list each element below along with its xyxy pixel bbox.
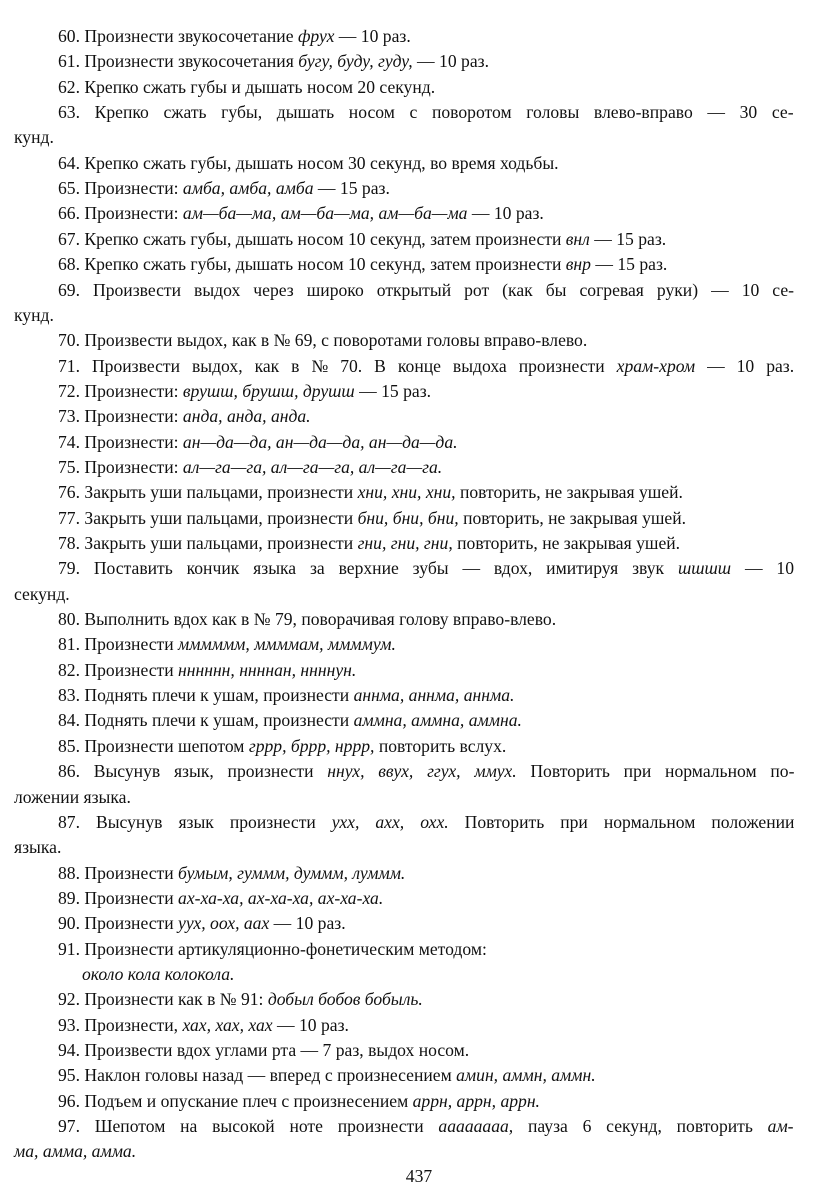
- text-fragment: Повторить при нормальном по-: [516, 761, 795, 782]
- text-line: [58, 76, 435, 98]
- text-line: [58, 811, 794, 833]
- italic-fragment: добыл бобов бобыль.: [267, 989, 423, 1010]
- italic-fragment: аррн, аррн, аррн.: [412, 1090, 540, 1111]
- text-line: [58, 608, 556, 630]
- text-line: [58, 709, 522, 731]
- text-line: [58, 228, 666, 250]
- text-line: [58, 760, 794, 782]
- text-line: [58, 1039, 469, 1061]
- text-line: [58, 1014, 349, 1036]
- text-fragment: 71. Произвести выдох, как в № 70. В конце выдоха произнести: [58, 355, 617, 376]
- italic-fragment: ма, амма, амма.: [14, 1141, 137, 1162]
- text-fragment: 78. Закрыть уши пальцами, произнести: [58, 533, 358, 553]
- text-fragment: — 10 раз.: [334, 26, 411, 46]
- text-line: [58, 279, 794, 301]
- text-fragment: — 10 раз.: [467, 203, 544, 224]
- italic-fragment: внл: [565, 228, 590, 249]
- text-line: [58, 152, 559, 174]
- text-line: [14, 583, 70, 605]
- italic-fragment: хах, хах, хах: [182, 1014, 273, 1035]
- page-number: 437: [405, 1166, 433, 1186]
- italic-fragment: ах-ха-ха, ах-ха-ха, ах-ха-ха.: [178, 887, 384, 908]
- text-fragment: 66. Произнести:: [58, 203, 183, 224]
- text-fragment: 62. Крепко сжать губы и дышать носом 20 секунд.: [58, 76, 436, 97]
- text-line: [58, 405, 311, 427]
- italic-fragment: ухх, ахх, охх.: [331, 811, 449, 832]
- text-line: [58, 329, 587, 351]
- text-line: [58, 50, 489, 72]
- text-line: [58, 557, 794, 579]
- italic-fragment: храм-хром: [616, 355, 696, 376]
- italic-fragment: аннма, аннма, аннма.: [353, 685, 515, 706]
- italic-fragment: нннннн, ннннан, ннннун.: [178, 659, 357, 680]
- text-line: [58, 735, 506, 757]
- text-fragment: 61. Произнести звукосочетания: [58, 51, 299, 72]
- text-fragment: 82. Произнести: [58, 659, 179, 680]
- text-line: [58, 25, 411, 47]
- italic-fragment: уух, оох, аах: [178, 913, 270, 934]
- text-line: [58, 532, 680, 554]
- text-line: [58, 481, 683, 503]
- text-fragment: 89. Произнести: [58, 887, 179, 908]
- text-line: [14, 786, 131, 808]
- italic-fragment: фрух: [297, 26, 335, 46]
- text-fragment: 94. Произвести вдох углами рта — 7 раз, выдох носом.: [58, 1040, 470, 1060]
- text-fragment: секунд.: [14, 583, 70, 604]
- text-line: [14, 304, 54, 326]
- text-fragment: 88. Произнести: [58, 862, 179, 883]
- text-fragment: 97. Шепотом на высокой ноте произнести: [58, 1116, 439, 1137]
- italic-fragment: ал—га—га, ал—га—га, ал—га—га.: [182, 456, 443, 477]
- text-fragment: 70. Произвести выдох, как в № 69, с поворотами головы вправо-влево.: [58, 330, 588, 351]
- text-fragment: кунд.: [14, 304, 54, 325]
- text-fragment: — 15 раз.: [354, 380, 432, 401]
- italic-fragment: ам-: [767, 1116, 794, 1137]
- text-fragment: повторить, не закрывая ушей.: [452, 533, 681, 553]
- text-fragment: 72. Произнести:: [58, 380, 183, 401]
- text-fragment: 83. Поднять плечи к ушам, произнести: [58, 685, 354, 706]
- text-fragment: 81. Произнести: [58, 634, 179, 655]
- text-line: [58, 202, 544, 224]
- text-fragment: 92. Произнести как в № 91:: [58, 989, 268, 1010]
- text-fragment: — 10 раз.: [272, 1014, 349, 1035]
- text-line: [58, 253, 667, 275]
- text-fragment: 67. Крепко сжать губы, дышать носом 10 секунд, затем произнести: [58, 228, 566, 249]
- text-fragment: 63. Крепко сжать губы, дышать носом с поворотом головы влево-вправо — 30 се-: [58, 102, 794, 123]
- italic-fragment: хни, хни, хни,: [357, 482, 456, 503]
- italic-fragment: бугу, буду, гуду,: [298, 51, 413, 72]
- italic-fragment: аммна, аммна, аммна.: [353, 710, 522, 731]
- italic-fragment: бни, бни, бни,: [357, 507, 459, 528]
- text-line: [58, 431, 458, 453]
- text-fragment: 87. Высунув язык произнести: [58, 811, 332, 832]
- text-line: [58, 862, 405, 884]
- italic-fragment: амба, амба, амба: [182, 178, 314, 199]
- text-line: [58, 887, 383, 909]
- text-fragment: Повторить при нормальном положении: [448, 811, 795, 832]
- italic-fragment: ннух, ввух, ггух, ммух.: [327, 761, 517, 782]
- text-line: [58, 938, 487, 960]
- italic-fragment: аааааааа,: [438, 1116, 514, 1137]
- italic-fragment: около кола колокола.: [82, 963, 235, 984]
- text-line: [58, 1090, 540, 1112]
- text-line: [58, 912, 346, 934]
- text-line: [58, 988, 423, 1010]
- text-fragment: — 15 раз.: [313, 178, 390, 199]
- text-fragment: 74. Произнести:: [58, 431, 183, 452]
- text-line: [14, 126, 54, 148]
- text-fragment: 79. Поставить кончик языка за верхние зубы — вдох, имитируя звук: [58, 558, 678, 579]
- text-fragment: 86. Высунув язык, произнести: [58, 761, 328, 782]
- text-line: [58, 1064, 596, 1086]
- text-fragment: ложении языка.: [14, 786, 131, 807]
- italic-fragment: анда, анда, анда.: [182, 406, 311, 427]
- text-line: [58, 659, 356, 681]
- italic-fragment: гни, гни, гни,: [357, 533, 453, 553]
- italic-fragment: шшшш: [677, 558, 732, 579]
- text-fragment: — 10: [731, 558, 795, 579]
- text-fragment: — 10 раз.: [412, 51, 489, 72]
- text-fragment: 69. Произвести выдох через широко открытый рот (как бы согревая руки) — 10 се-: [58, 279, 795, 300]
- text-line: [58, 1115, 794, 1137]
- text-fragment: 95. Наклон головы назад — вперед с произнесением: [58, 1065, 457, 1086]
- text-fragment: — 10 раз.: [695, 355, 795, 376]
- text-fragment: 75. Произнести:: [58, 456, 183, 477]
- text-fragment: 77. Закрыть уши пальцами, произнести: [58, 507, 358, 528]
- text-fragment: 93. Произнести,: [58, 1014, 183, 1035]
- text-line: [58, 380, 431, 402]
- italic-fragment: мммммм, ммммам, ммммум.: [178, 634, 396, 655]
- text-line: [58, 101, 794, 123]
- text-fragment: 84. Поднять плечи к ушам, произнести: [58, 710, 354, 731]
- text-line: [82, 963, 234, 985]
- text-fragment: 60. Произнести звукосочетание: [58, 26, 298, 46]
- text-line: [58, 684, 514, 706]
- text-fragment: 64. Крепко сжать губы, дышать носом 30 секунд, во время ходьбы.: [58, 152, 559, 173]
- italic-fragment: амин, аммн, аммн.: [456, 1065, 596, 1086]
- text-fragment: 73. Произнести:: [58, 406, 183, 427]
- text-fragment: кунд.: [14, 127, 54, 148]
- text-line: [58, 633, 396, 655]
- text-fragment: — 15 раз.: [589, 228, 667, 249]
- text-fragment: повторить, не закрывая ушей.: [458, 507, 687, 528]
- text-fragment: языка.: [14, 837, 62, 858]
- text-fragment: 65. Произнести:: [58, 178, 183, 199]
- text-fragment: повторить вслух.: [374, 735, 507, 756]
- text-line: [14, 1140, 136, 1162]
- italic-fragment: гррр, бррр, нррр,: [248, 735, 375, 756]
- italic-fragment: ан—да—да, ан—да—да, ан—да—да.: [182, 431, 458, 452]
- text-fragment: 90. Произнести: [58, 913, 179, 934]
- text-fragment: пауза 6 секунд, повторить: [513, 1116, 768, 1137]
- text-line: [58, 507, 686, 529]
- text-line: [58, 355, 794, 377]
- text-fragment: повторить, не закрывая ушей.: [455, 482, 683, 503]
- italic-fragment: бумым, гуммм, думмм, луммм.: [178, 862, 406, 883]
- italic-fragment: внр: [565, 254, 591, 275]
- text-line: [58, 456, 442, 478]
- text-fragment: — 15 раз.: [590, 254, 668, 275]
- text-fragment: 76. Закрыть уши пальцами, произнести: [58, 482, 358, 503]
- italic-fragment: ам—ба—ма, ам—ба—ма, ам—ба—ма: [182, 203, 468, 224]
- text-fragment: 85. Произнести шепотом: [58, 735, 249, 756]
- text-line: [14, 836, 61, 858]
- italic-fragment: врушш, брушш, друшш: [182, 380, 355, 401]
- text-fragment: 96. Подъем и опускание плеч с произнесением: [58, 1090, 413, 1111]
- text-line: [58, 177, 390, 199]
- text-fragment: 68. Крепко сжать губы, дышать носом 10 секунд, затем произнести: [58, 254, 566, 275]
- text-fragment: — 10 раз.: [269, 913, 346, 934]
- text-fragment: 91. Произнести артикуляционно-фонетическим методом:: [58, 938, 487, 959]
- text-fragment: 80. Выполнить вдох как в № 79, поворачивая голову вправо-влево.: [58, 609, 557, 630]
